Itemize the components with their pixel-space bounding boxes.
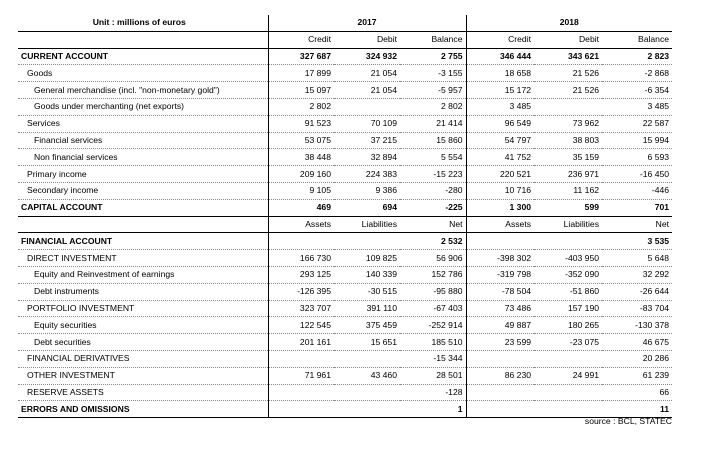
table-row: RESERVE ASSETS -128 66 (18, 384, 672, 401)
balance-of-payments-table (18, 15, 672, 418)
liabilities-header: Liabilities (534, 216, 602, 233)
debit-header: Debit (334, 31, 400, 48)
balance-header: Balance (400, 31, 466, 48)
table-row: Equity securities 122 545 375 459 -252 914 49 887 180 265 -130 378 (18, 317, 672, 334)
credit-header: Credit (466, 31, 534, 48)
table-row: Financial services 53 075 37 215 15 860 54 797 38 803 15 994 (18, 132, 672, 149)
table-row: Equity and Reinvestment of earnings 293 125 140 339 152 786 -319 798 -352 090 32 292 (18, 266, 672, 283)
year-2017-header: 2017 (268, 15, 466, 31)
debit-header: Debit (534, 31, 602, 48)
unit-label: Unit : millions of euros (18, 15, 268, 31)
table-row: Primary income 209 160 224 383 -15 223 220 521 236 971 -16 450 (18, 166, 672, 183)
table-row: Goods under merchanting (net exports) 2 802 2 802 3 485 3 485 (18, 98, 672, 115)
table-row: FINANCIAL DERIVATIVES -15 344 20 286 (18, 350, 672, 367)
assets-liabilities-header-row (18, 216, 672, 233)
table-row: OTHER INVESTMENT 71 961 43 460 28 501 86 230 24 991 61 239 (18, 367, 672, 384)
credit-header: Credit (268, 31, 334, 48)
source-note: source : BCL, STATEC (584, 416, 672, 426)
assets-header: Assets (466, 216, 534, 233)
table-row: Non financial services 38 448 32 894 5 554 41 752 35 159 6 593 (18, 149, 672, 166)
table-row: FINANCIAL ACCOUNT 2 532 3 535 (18, 233, 672, 250)
table-row: Secondary income 9 105 9 386 -280 10 716 11 162 -446 (18, 182, 672, 199)
credit-debit-header-row (18, 31, 672, 48)
table-row: Services 91 523 70 109 21 414 96 549 73 962 22 587 (18, 115, 672, 132)
year-header-row (18, 15, 672, 31)
table-row: ERRORS AND OMISSIONS 1 11 (18, 401, 672, 418)
table-row: PORTFOLIO INVESTMENT 323 707 391 110 -67 403 73 486 157 190 -83 704 (18, 300, 672, 317)
table-row: Debt instruments -126 395 -30 515 -95 880 -78 504 -51 860 -26 644 (18, 283, 672, 300)
assets-header: Assets (268, 216, 334, 233)
table-row: CURRENT ACCOUNT 327 687 324 932 2 755 346 444 343 621 2 823 (18, 48, 672, 65)
table-row: General merchandise (incl. "non-monetary gold") 15 097 21 054 -5 957 15 172 21 526 -6 354 (18, 82, 672, 99)
liabilities-header: Liabilities (334, 216, 400, 233)
balance-header: Balance (602, 31, 672, 48)
net-header: Net (400, 216, 466, 233)
table-row: Goods 17 899 21 054 -3 155 18 658 21 526 -2 868 (18, 65, 672, 82)
table-row: CAPITAL ACCOUNT 469 694 -225 1 300 599 701 (18, 199, 672, 216)
net-header: Net (602, 216, 672, 233)
table-row: Debt securities 201 161 15 651 185 510 23 599 -23 075 46 675 (18, 334, 672, 351)
table-row: DIRECT INVESTMENT 166 730 109 825 56 906 -398 302 -403 950 5 648 (18, 250, 672, 267)
year-2018-header: 2018 (466, 15, 672, 31)
